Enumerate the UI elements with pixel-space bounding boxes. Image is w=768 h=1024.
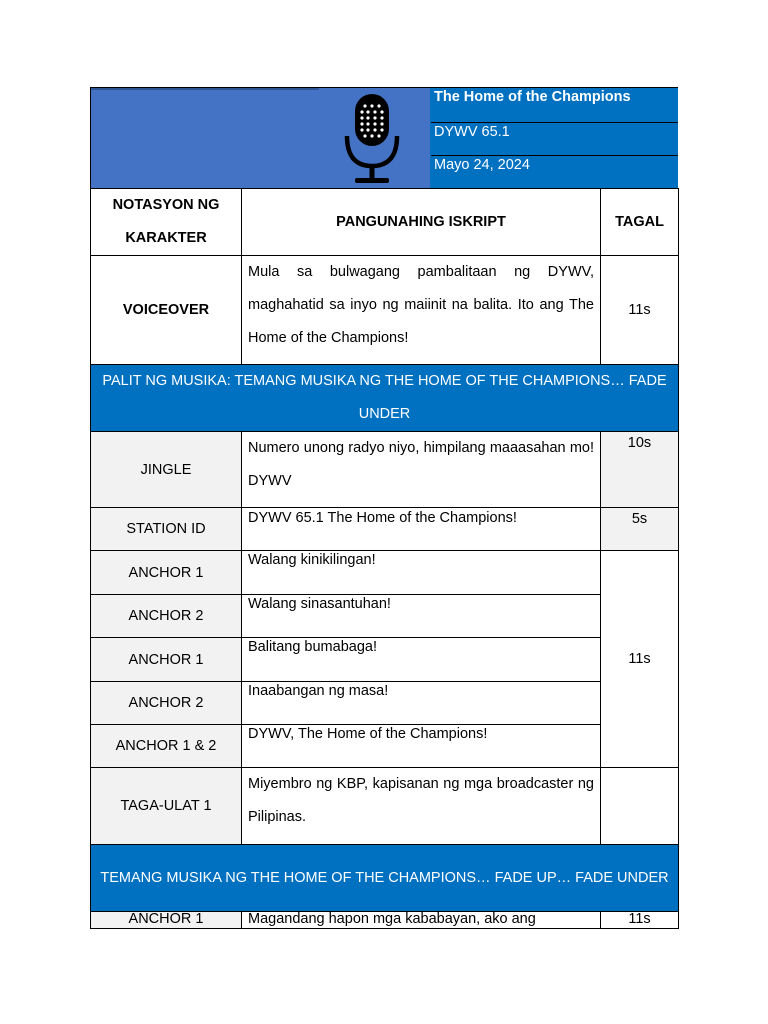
character-cell: ANCHOR 2: [91, 682, 242, 725]
script-table: [90, 188, 679, 929]
table-row: [91, 432, 679, 508]
script-cell: Miyembro ng KBP, kapisanan ng mga broadcaster ng Pilipinas.: [242, 768, 601, 845]
table-row: [91, 595, 679, 638]
column-header-script: PANGUNAHING ISKRIPT: [242, 189, 601, 256]
header-strip: [91, 88, 319, 90]
character-cell: ANCHOR 1 & 2: [91, 725, 242, 768]
table-row: [91, 725, 679, 768]
script-cell: Mula sa bulwagang pambalitaan ng DYWV, maghahatid sa inyo ng maiinit na balita. Ito ang The Home of the Champions!: [242, 256, 601, 365]
script-cell: DYWV 65.1 The Home of the Champions!: [242, 508, 601, 551]
character-cell: ANCHOR 1: [91, 551, 242, 595]
music-cue: PALIT NG MUSIKA: TEMANG MUSIKA NG THE HOME OF THE CHAMPIONS… FADE UNDER: [91, 365, 679, 432]
duration-cell: [601, 768, 679, 845]
table-row: [91, 638, 679, 682]
script-cell: DYWV, The Home of the Champions!: [242, 725, 601, 768]
column-header-character: [91, 189, 242, 256]
table-row: [91, 256, 679, 365]
script-cell: Magandang hapon mga kababayan, ako ang: [242, 912, 601, 929]
duration-cell: 5s: [601, 508, 679, 551]
table-row: [91, 768, 679, 845]
character-cell: STATION ID: [91, 508, 242, 551]
character-cell: JINGLE: [91, 432, 242, 508]
header-block: [90, 87, 678, 188]
table-row: [91, 508, 679, 551]
broadcast-date: Mayo 24, 2024: [431, 155, 678, 188]
microphone-icon: [343, 92, 401, 188]
table-row: [91, 551, 679, 595]
duration-cell: 11s: [601, 912, 679, 929]
station-name: DYWV 65.1: [431, 122, 678, 155]
header-info: [431, 88, 678, 188]
character-cell: ANCHOR 1: [91, 638, 242, 682]
duration-cell: 10s: [601, 432, 679, 508]
character-cell: ANCHOR 2: [91, 595, 242, 638]
header-banner: [91, 88, 432, 188]
character-cell: VOICEOVER: [91, 256, 242, 365]
character-cell: TAGA-ULAT 1: [91, 768, 242, 845]
character-cell: ANCHOR 1: [91, 912, 242, 929]
music-cue-row: [91, 845, 679, 912]
script-cell: Inaabangan ng masa!: [242, 682, 601, 725]
column-header-character-label: NOTASYON NG KARAKTER: [112, 197, 220, 246]
script-cell: Numero unong radyo niyo, himpilang maaasahan mo! DYWV: [242, 432, 601, 508]
table-header-row: [91, 189, 679, 256]
script-cell: Balitang bumabaga!: [242, 638, 601, 682]
script-cell: Walang kinikilingan!: [242, 551, 601, 595]
script-cell: Walang sinasantuhan!: [242, 595, 601, 638]
table-row: [91, 912, 679, 929]
table-row: [91, 682, 679, 725]
program-title: The Home of the Champions: [434, 89, 631, 105]
duration-cell: 11s: [601, 551, 679, 768]
column-header-duration: TAGAL: [601, 189, 679, 256]
music-cue-row: [91, 365, 679, 432]
music-cue: TEMANG MUSIKA NG THE HOME OF THE CHAMPIONS… FADE UP… FADE UNDER: [91, 845, 679, 912]
duration-cell: 11s: [601, 256, 679, 365]
